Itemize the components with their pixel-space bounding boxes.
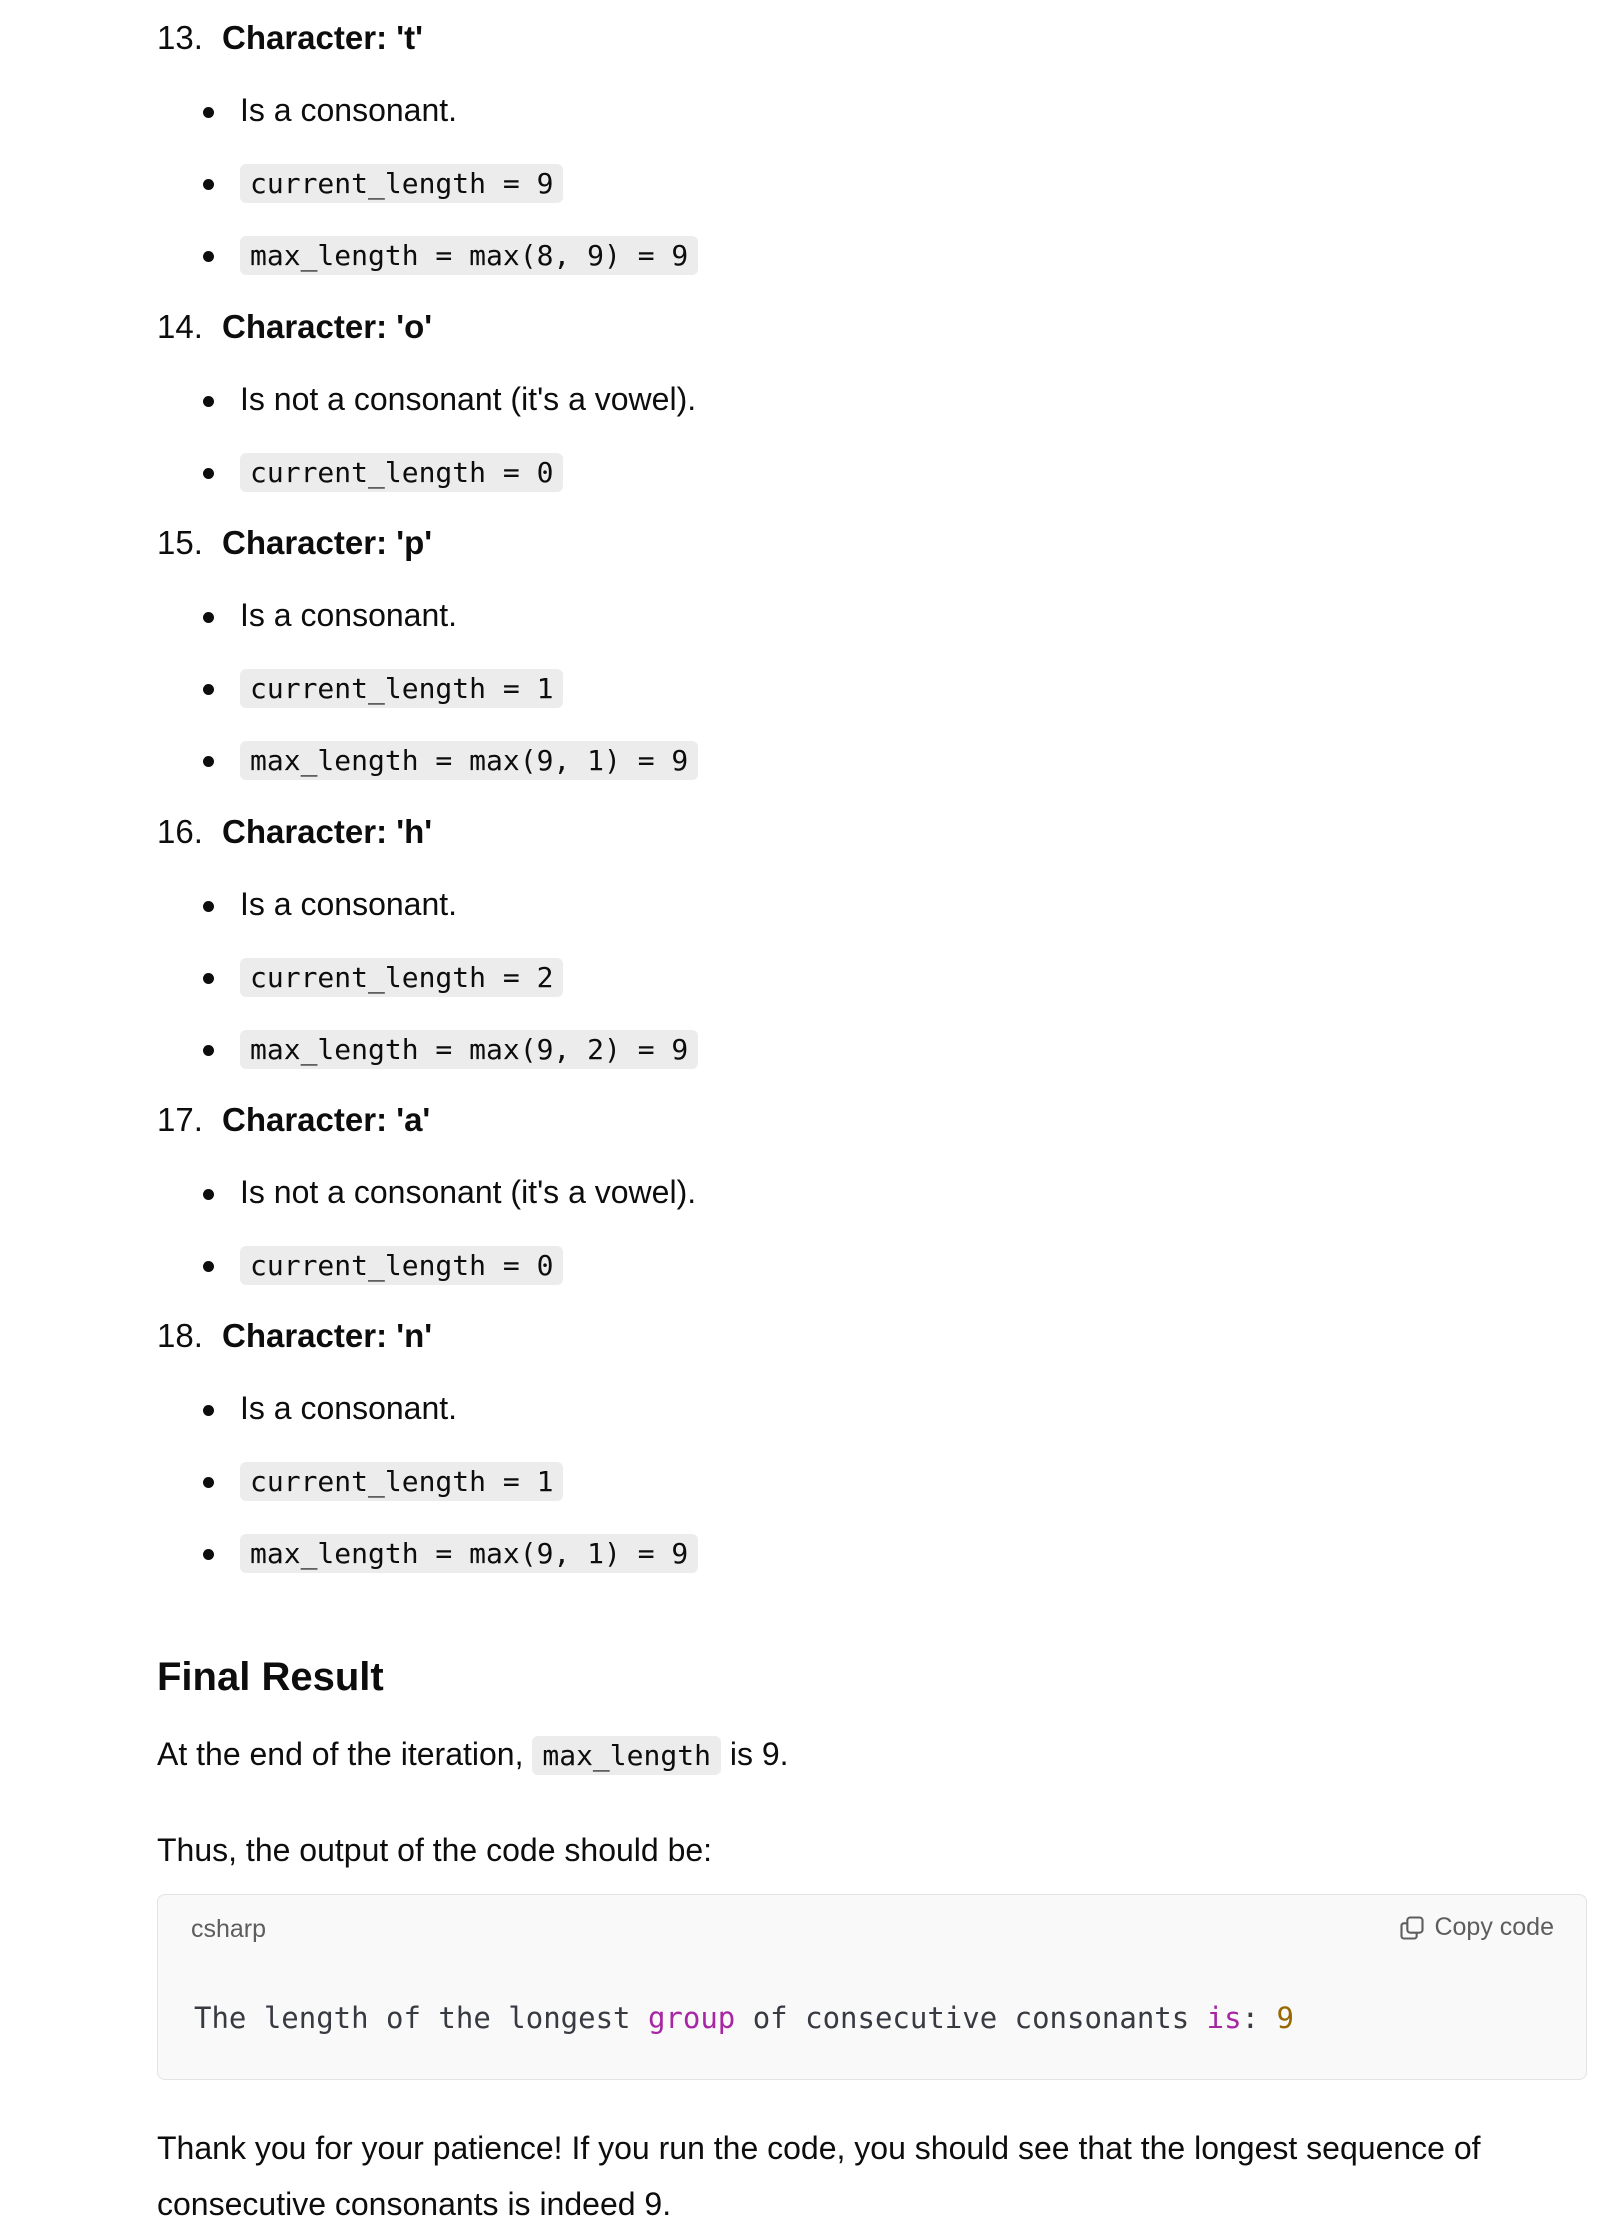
final-line-text-before: At the end of the iteration, [157, 1736, 524, 1772]
bullet-text: Is not a consonant (it's a vowel). [240, 1174, 697, 1210]
list-item [240, 1170, 696, 1214]
list-item [240, 737, 698, 783]
step-title [157, 521, 432, 565]
step-label: Character: 'a' [222, 1101, 431, 1138]
inline-code: current_length = 2 [240, 958, 563, 997]
list-item [240, 232, 698, 278]
code-line [194, 2001, 1294, 2035]
list-item [240, 160, 563, 206]
bullet-text: Is a consonant. [240, 92, 458, 128]
step-number: 18. [157, 1317, 203, 1354]
step-title [157, 1098, 430, 1142]
inline-code: max_length = max(9, 2) = 9 [240, 1030, 698, 1069]
inline-code: current_length = 9 [240, 164, 563, 203]
step-number: 16. [157, 813, 203, 850]
step-label: Character: 'h' [222, 813, 433, 850]
copy-code-button[interactable] [1398, 1913, 1554, 1942]
inline-code: current_length = 1 [240, 1462, 563, 1501]
step-label: Character: 'n' [222, 1317, 433, 1354]
step-number: 14. [157, 308, 203, 345]
step-title [157, 810, 432, 854]
final-line-text-after: is 9. [729, 1736, 789, 1772]
code-token: 9 [1276, 2001, 1294, 2035]
list-item [240, 1386, 457, 1430]
list-item [240, 1458, 563, 1504]
step-title [157, 1314, 432, 1358]
inline-code: current_length = 0 [240, 1246, 563, 1285]
code-token: of consecutive consonants [735, 2001, 1207, 2035]
step-number: 15. [157, 524, 203, 561]
inline-code: max_length = max(9, 1) = 9 [240, 1534, 698, 1573]
list-item [240, 665, 563, 711]
code-block [157, 1894, 1587, 2080]
code-token: : [1241, 2001, 1277, 2035]
step-number: 13. [157, 19, 203, 56]
code-token: The length of the longest [194, 2001, 648, 2035]
list-item [240, 88, 457, 132]
bullet-text: Is not a consonant (it's a vowel). [240, 381, 697, 417]
list-item [240, 1242, 563, 1288]
list-item [240, 1530, 698, 1576]
final-result-line [157, 1726, 1587, 1784]
list-item [240, 954, 563, 1000]
inline-code-max-length: max_length [532, 1736, 721, 1775]
bullet-text: Is a consonant. [240, 1390, 458, 1426]
code-token: group [647, 2001, 736, 2035]
step-title [157, 16, 423, 60]
step-label: Character: 't' [222, 19, 423, 56]
output-intro: Thus, the output of the code should be: [157, 1832, 713, 1868]
bullet-text: Is a consonant. [240, 597, 458, 633]
step-label: Character: 'o' [222, 308, 433, 345]
inline-code: max_length = max(8, 9) = 9 [240, 236, 698, 275]
list-item [240, 449, 563, 495]
step-title [157, 305, 432, 349]
final-result-heading: Final Result [157, 1655, 384, 1699]
list-item [240, 882, 457, 926]
inline-code: current_length = 1 [240, 669, 563, 708]
list-item [240, 377, 696, 421]
step-label: Character: 'p' [222, 524, 433, 561]
inline-code: current_length = 0 [240, 453, 563, 492]
inline-code: max_length = max(9, 1) = 9 [240, 741, 698, 780]
step-number: 17. [157, 1101, 203, 1138]
copy-icon [1398, 1914, 1426, 1942]
code-token: is [1206, 2001, 1242, 2035]
bullet-text: Is a consonant. [240, 886, 458, 922]
copy-code-label: Copy code [1434, 1913, 1554, 1941]
list-item [240, 593, 457, 637]
list-item [240, 1026, 698, 1072]
code-language-label: csharp [191, 1915, 267, 1943]
closing-paragraph: Thank you for your patience! If you run the code, you should see that the longest sequence of consecutive consonants is indeed 9. [157, 2130, 1481, 2222]
